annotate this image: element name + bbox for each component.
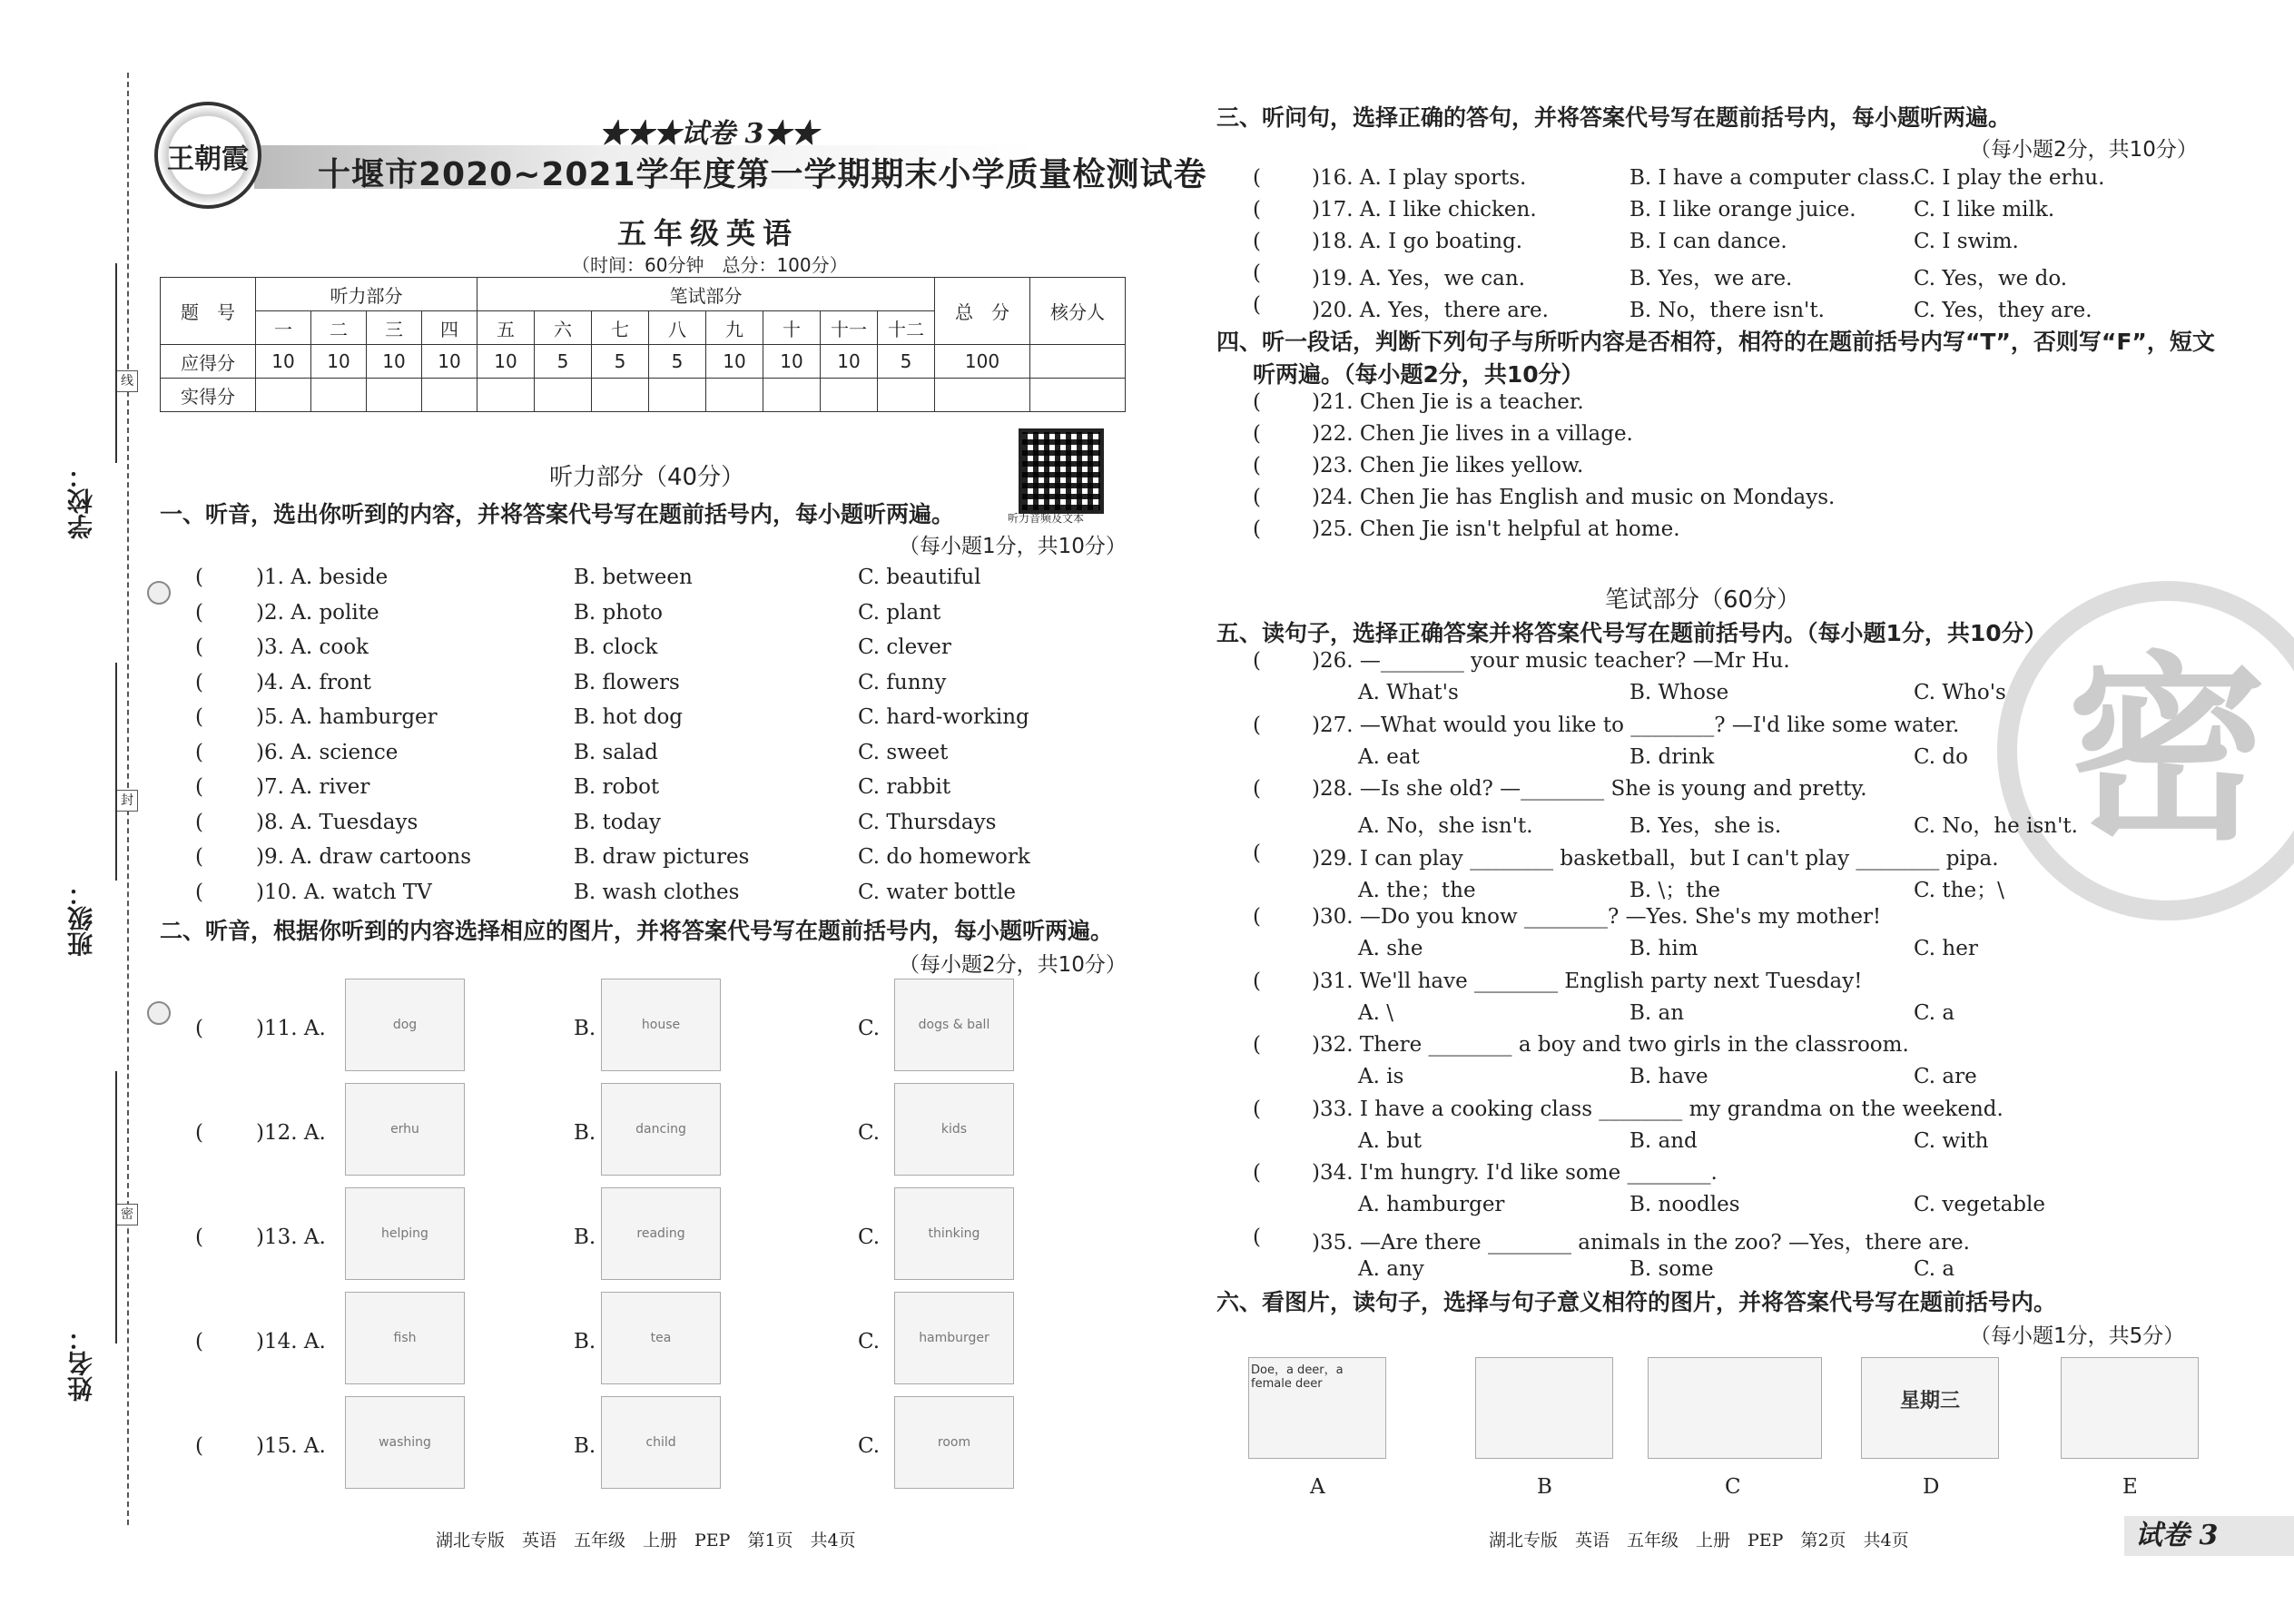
option-a: )9. A. draw cartoons bbox=[256, 845, 472, 869]
section-4-head-2: 听两遍。（每小题2分，共10分） bbox=[1253, 361, 1584, 388]
answer-paren[interactable]: ( bbox=[1253, 1225, 1261, 1249]
table-cell-score: 10 bbox=[821, 345, 878, 379]
option-a: )2. A. polite bbox=[256, 600, 379, 625]
table-cell-score: 10 bbox=[763, 345, 821, 379]
answer-paren[interactable]: ( bbox=[195, 845, 203, 869]
bind-tag-secret: 密 bbox=[116, 1204, 138, 1225]
option-a: A. any bbox=[1358, 1256, 1424, 1281]
picture-option[interactable]: tea bbox=[601, 1292, 721, 1384]
table-cell-score: 10 bbox=[422, 345, 478, 379]
option-c: C. Who's bbox=[1914, 681, 2006, 704]
table-cell-score: 5 bbox=[592, 345, 649, 379]
option-c: C. I swim. bbox=[1914, 230, 2019, 253]
option-a: A. No，she isn't. bbox=[1358, 814, 1533, 838]
section-5-head: 五、读句子，选择正确答案并将答案代号写在题前括号内。（每小题1分，共10分） bbox=[1216, 620, 2047, 646]
statement: )25. Chen Jie isn't helpful at home. bbox=[1312, 517, 1680, 541]
option-c: C. are bbox=[1914, 1065, 1977, 1088]
answer-paren[interactable]: ( bbox=[1253, 1097, 1261, 1121]
hole-icon bbox=[147, 581, 171, 605]
option-b: B. \；the bbox=[1629, 878, 1720, 902]
picture-option[interactable]: helping bbox=[345, 1187, 465, 1280]
table-cell-blank[interactable] bbox=[422, 379, 478, 412]
paper-tag: ★★★试卷 3★★ bbox=[599, 118, 819, 150]
question-text: )28. —Is she old? —________ She is young and pretty. bbox=[1312, 777, 1867, 801]
answer-paren[interactable]: ( bbox=[195, 740, 203, 764]
option-b: B. bbox=[574, 1225, 596, 1249]
table-cell-blank[interactable] bbox=[763, 379, 821, 412]
option-a: )5. A. hamburger bbox=[256, 705, 438, 729]
answer-paren[interactable]: ( bbox=[1253, 230, 1261, 253]
answer-paren[interactable]: ( bbox=[195, 1434, 203, 1458]
picture-label: E bbox=[2122, 1475, 2138, 1499]
option-c: C. water bottle bbox=[858, 880, 1016, 904]
table-cell-blank[interactable] bbox=[367, 379, 422, 412]
option-a: )6. A. science bbox=[256, 740, 399, 764]
picture-label: A bbox=[1310, 1475, 1325, 1499]
option-b: B. have bbox=[1629, 1065, 1708, 1088]
bind-tag-line: 线 bbox=[116, 370, 138, 392]
picture-label: B bbox=[1537, 1475, 1552, 1499]
picture-option[interactable]: hamburger bbox=[894, 1292, 1014, 1384]
time-info: （时间：60分钟 总分：100分） bbox=[572, 254, 848, 276]
table-cell-checker[interactable] bbox=[1030, 379, 1126, 412]
picture-option[interactable] bbox=[1475, 1357, 1613, 1459]
option-c: C. hard-working bbox=[858, 705, 1029, 729]
option-a: A. the；the bbox=[1358, 878, 1476, 902]
option-b: B. Yes，we are. bbox=[1629, 267, 1793, 290]
answer-paren[interactable]: ( bbox=[195, 670, 203, 694]
answer-paren[interactable]: ( bbox=[1253, 1033, 1261, 1057]
calendar-text: 星期三 bbox=[1899, 1390, 1960, 1412]
option-b: B. hot dog bbox=[574, 705, 684, 729]
picture-label: D bbox=[1923, 1475, 1940, 1499]
option-c: C. I play the erhu. bbox=[1914, 166, 2105, 190]
question-text: )30. —Do you know ________? —Yes. She's my mother! bbox=[1312, 905, 1882, 929]
table-row bbox=[161, 379, 1126, 412]
table-cell-blank[interactable] bbox=[706, 379, 763, 412]
option-b: B. bbox=[574, 1434, 596, 1458]
option-b: B. flowers bbox=[574, 670, 680, 694]
option-c: C. Yes，they are. bbox=[1914, 299, 2092, 322]
answer-paren[interactable]: ( bbox=[1253, 1161, 1261, 1185]
section-6-head: 六、看图片，读句子，选择与句子意义相符的图片，并将答案代号写在题前括号内。 bbox=[1216, 1289, 2057, 1315]
table-cell-score: 5 bbox=[535, 345, 592, 379]
footer-left: 湖北专版 英语 五年级 上册 PEP 第1页 共4页 bbox=[436, 1530, 856, 1550]
picture-option[interactable]: house bbox=[601, 979, 721, 1071]
section-6-points: （每小题1分，共5分） bbox=[1970, 1324, 2185, 1348]
answer-paren[interactable]: ( bbox=[195, 775, 203, 799]
option-c: C. do bbox=[1914, 744, 1968, 769]
option-b: B. photo bbox=[574, 600, 663, 625]
question-text: )27. —What would you like to ________? —I'd like some water. bbox=[1312, 713, 1960, 737]
table-cell-score: 10 bbox=[706, 345, 763, 379]
option-c: C. vegetable bbox=[1914, 1193, 2045, 1216]
question-text: )29. I can play ________ basketball，but I can't play ________ pipa. bbox=[1312, 846, 1999, 871]
section-3-head: 三、听问句，选择正确的答句，并将答案代号写在题前括号内，每小题听两遍。 bbox=[1216, 104, 2012, 131]
option-b: B. drink bbox=[1629, 744, 1715, 769]
option-a: A. What's bbox=[1358, 681, 1459, 704]
option-a: )8. A. Tuesdays bbox=[256, 810, 418, 834]
option-b: B. bbox=[574, 1121, 596, 1145]
option-a: A. \ bbox=[1358, 1000, 1393, 1025]
picture-option[interactable]: erhu bbox=[345, 1083, 465, 1176]
table-cell-score: 5 bbox=[878, 345, 935, 379]
table-cell-checker[interactable] bbox=[1030, 345, 1126, 379]
section-2-points: （每小题2分，共10分） bbox=[899, 953, 1127, 977]
brand-logo bbox=[154, 102, 261, 209]
picture-caption: Doe，a deer，a female deer bbox=[1251, 1363, 1344, 1391]
answer-paren[interactable]: ( bbox=[195, 600, 203, 625]
option-c: C. bbox=[858, 1121, 881, 1145]
option-b: B. salad bbox=[574, 740, 658, 764]
option-a: )7. A. river bbox=[256, 775, 370, 799]
table-cell-total: 100 bbox=[935, 345, 1030, 379]
option-b: B. him bbox=[1629, 937, 1698, 960]
table-cell-blank[interactable] bbox=[256, 379, 311, 412]
table-col-number: 二 bbox=[311, 311, 367, 345]
table-cell-blank[interactable] bbox=[478, 379, 535, 412]
name-label: 姓名： bbox=[66, 1325, 96, 1402]
option-a: )1. A. beside bbox=[256, 566, 389, 589]
picture-option[interactable]: dancing bbox=[601, 1083, 721, 1176]
answer-paren[interactable]: ( bbox=[1253, 969, 1261, 993]
answer-paren[interactable]: ( bbox=[1253, 713, 1261, 737]
table-cell-blank[interactable] bbox=[878, 379, 935, 412]
statement: )23. Chen Jie likes yellow. bbox=[1312, 454, 1584, 477]
table-cell-blank[interactable] bbox=[311, 379, 367, 412]
picture-option[interactable]: child bbox=[601, 1396, 721, 1489]
option-b: B. bbox=[574, 1330, 596, 1353]
option-b: B. between bbox=[574, 566, 693, 589]
answer-paren[interactable]: ( bbox=[1253, 390, 1261, 414]
actual-label: 实得分 bbox=[161, 379, 256, 412]
table-header-listening: 听力部分 bbox=[256, 278, 478, 311]
option-c: C. bbox=[858, 1225, 881, 1249]
answer-paren[interactable]: ( bbox=[195, 1121, 203, 1145]
question-text: )32. There ________ a boy and two girls in the classroom. bbox=[1312, 1033, 1909, 1057]
question-text: )33. I have a cooking class ________ my grandma on the weekend. bbox=[1312, 1097, 2004, 1121]
option-a: )18. A. I go boating. bbox=[1312, 230, 1523, 253]
hole-icon bbox=[147, 1001, 171, 1025]
option-c: C. Thursdays bbox=[858, 810, 997, 834]
section-3-points: （每小题2分，共10分） bbox=[1970, 138, 2198, 162]
option-a: )12. A. bbox=[256, 1121, 326, 1145]
option-a: A. hamburger bbox=[1358, 1193, 1505, 1216]
picture-option[interactable] bbox=[2061, 1357, 2199, 1459]
option-a: )16. A. I play sports. bbox=[1312, 166, 1527, 190]
section-1-points: （每小题1分，共10分） bbox=[899, 535, 1127, 558]
option-a: )11. A. bbox=[256, 1017, 326, 1040]
table-col-number: 一 bbox=[256, 311, 311, 345]
table-col-number: 九 bbox=[706, 311, 763, 345]
writing-title: 笔试部分（60分） bbox=[1605, 586, 1801, 614]
option-b: B. bbox=[574, 1017, 596, 1040]
answer-paren[interactable]: ( bbox=[1253, 486, 1261, 509]
table-col-number: 十二 bbox=[878, 311, 935, 345]
question-text: )26. —________ your music teacher? —Mr Hu. bbox=[1312, 649, 1790, 673]
logo-text: 王朝霞 bbox=[167, 143, 249, 175]
option-b: B. some bbox=[1629, 1256, 1714, 1281]
table-cell-score: 10 bbox=[256, 345, 311, 379]
answer-paren[interactable]: ( bbox=[195, 705, 203, 729]
option-c: C. a bbox=[1914, 1256, 1955, 1281]
option-b: B. and bbox=[1629, 1128, 1698, 1153]
option-c: C. funny bbox=[858, 670, 947, 694]
option-c: C. do homework bbox=[858, 845, 1030, 869]
option-b: B. an bbox=[1629, 1000, 1685, 1025]
table-cell-blank[interactable] bbox=[649, 379, 706, 412]
footer-right: 湖北专版 英语 五年级 上册 PEP 第2页 共4页 bbox=[1489, 1530, 1909, 1550]
answer-paren[interactable]: ( bbox=[1253, 905, 1261, 929]
statement: )21. Chen Jie is a teacher. bbox=[1312, 390, 1584, 414]
option-b: B. today bbox=[574, 810, 662, 834]
answer-paren[interactable]: ( bbox=[1253, 777, 1261, 801]
table-col-number: 十一 bbox=[821, 311, 878, 345]
school-blank[interactable] bbox=[115, 263, 117, 463]
option-c: C. No，he isn't. bbox=[1914, 814, 2078, 838]
table-col-number: 八 bbox=[649, 311, 706, 345]
table-col-number: 三 bbox=[367, 311, 422, 345]
qr-caption: 听力音频及文本 bbox=[1008, 512, 1085, 525]
question-text: )31. We'll have ________ English party next Tuesday! bbox=[1312, 969, 1863, 993]
class-label: 班级： bbox=[66, 881, 96, 957]
option-c: C. beautiful bbox=[858, 566, 981, 589]
option-c: C. I like milk. bbox=[1914, 198, 2055, 221]
answer-paren[interactable]: ( bbox=[195, 810, 203, 834]
option-c: C. Yes，we do. bbox=[1914, 267, 2068, 290]
option-b: B. I can dance. bbox=[1629, 230, 1787, 253]
picture-option[interactable]: reading bbox=[601, 1187, 721, 1280]
option-a: )20. A. Yes，there are. bbox=[1312, 299, 1549, 322]
option-b: B. I have a computer class. bbox=[1629, 166, 1916, 190]
table-header-total: 总 分 bbox=[935, 278, 1030, 345]
option-a: )19. A. Yes，we can. bbox=[1312, 267, 1526, 290]
option-a: )10. A. watch TV bbox=[256, 880, 432, 904]
option-b: B. Whose bbox=[1629, 681, 1729, 704]
school-label: 学校： bbox=[66, 463, 96, 539]
score-table bbox=[160, 277, 1126, 412]
paper-badge: 试卷 3 bbox=[2124, 1516, 2294, 1556]
table-cell-score: 10 bbox=[478, 345, 535, 379]
answer-paren[interactable]: ( bbox=[1253, 422, 1261, 446]
qr-code[interactable] bbox=[1019, 428, 1104, 514]
answer-paren[interactable]: ( bbox=[195, 635, 203, 659]
table-cell-score: 10 bbox=[367, 345, 422, 379]
table-cell-blank[interactable] bbox=[821, 379, 878, 412]
answer-paren[interactable]: ( bbox=[1253, 166, 1261, 190]
option-b: B. clock bbox=[574, 635, 658, 659]
option-b: B. wash clothes bbox=[574, 880, 740, 904]
answer-paren[interactable]: ( bbox=[1253, 649, 1261, 673]
table-col-number: 七 bbox=[592, 311, 649, 345]
answer-paren[interactable]: ( bbox=[1253, 293, 1261, 317]
table-header-question: 题 号 bbox=[161, 278, 256, 345]
picture-option[interactable]: thinking bbox=[894, 1187, 1014, 1280]
option-c: C. clever bbox=[858, 635, 951, 659]
should-label: 应得分 bbox=[161, 345, 256, 379]
option-c: C. sweet bbox=[858, 740, 949, 764]
picture-option[interactable]: kids bbox=[894, 1083, 1014, 1176]
table-header-checker: 核分人 bbox=[1030, 278, 1126, 345]
option-a: A. but bbox=[1358, 1128, 1423, 1153]
answer-paren[interactable]: ( bbox=[195, 880, 203, 904]
answer-paren[interactable]: ( bbox=[195, 566, 203, 589]
answer-paren[interactable]: ( bbox=[1253, 841, 1261, 865]
table-cell-score: 5 bbox=[649, 345, 706, 379]
picture-label: C bbox=[1725, 1475, 1741, 1499]
answer-paren[interactable]: ( bbox=[1253, 261, 1261, 285]
option-a: )14. A. bbox=[256, 1330, 326, 1353]
picture-option[interactable]: dog bbox=[345, 979, 465, 1071]
bind-tag-seal: 封 bbox=[116, 790, 138, 812]
secret-seal-watermark: 密 bbox=[1997, 581, 2294, 920]
name-blank[interactable] bbox=[115, 1071, 117, 1343]
option-a: A. eat bbox=[1358, 744, 1420, 769]
option-b: B. No，there isn't. bbox=[1629, 299, 1825, 322]
option-a: A. she bbox=[1358, 937, 1423, 960]
table-row bbox=[161, 345, 1126, 379]
subject-title: 五年级英语 bbox=[617, 216, 800, 251]
table-col-number: 六 bbox=[535, 311, 592, 345]
picture-option[interactable]: washing bbox=[345, 1396, 465, 1489]
statement: )22. Chen Jie lives in a village. bbox=[1312, 422, 1633, 446]
option-c: C. a bbox=[1914, 1000, 1955, 1025]
table-col-number: 十 bbox=[763, 311, 821, 345]
listening-title: 听力部分（40分） bbox=[549, 464, 745, 491]
section-1-head: 一、听音，选出你听到的内容，并将答案代号写在题前括号内，每小题听两遍。 bbox=[160, 501, 955, 527]
answer-paren[interactable]: ( bbox=[195, 1017, 203, 1040]
answer-paren[interactable]: ( bbox=[1253, 454, 1261, 477]
picture-option[interactable]: room bbox=[894, 1396, 1014, 1489]
option-a: A. is bbox=[1358, 1065, 1404, 1088]
table-col-number: 五 bbox=[478, 311, 535, 345]
option-c: C. bbox=[858, 1330, 881, 1353]
picture-option[interactable] bbox=[1861, 1357, 1999, 1459]
table-cell-score: 10 bbox=[311, 345, 367, 379]
option-b: B. Yes，she is. bbox=[1629, 814, 1782, 838]
binding-column bbox=[36, 64, 145, 1534]
option-c: C. the；\ bbox=[1914, 878, 2004, 902]
answer-paren[interactable]: ( bbox=[1253, 517, 1261, 541]
answer-paren[interactable]: ( bbox=[195, 1330, 203, 1353]
page-title: 十堰市2020~2021学年度第一学期期末小学质量检测试卷 bbox=[318, 156, 1207, 193]
option-c: C. bbox=[858, 1017, 881, 1040]
option-a: )13. A. bbox=[256, 1225, 326, 1249]
option-c: C. plant bbox=[858, 600, 941, 625]
option-b: B. draw pictures bbox=[574, 845, 750, 869]
option-b: B. robot bbox=[574, 775, 660, 799]
table-cell-blank[interactable] bbox=[535, 379, 592, 412]
option-c: C. with bbox=[1914, 1128, 1989, 1153]
table-header-writing: 笔试部分 bbox=[478, 278, 935, 311]
option-a: )17. A. I like chicken. bbox=[1312, 198, 1537, 221]
question-text: )35. —Are there ________ animals in the zoo? —Yes，there are. bbox=[1312, 1230, 1970, 1255]
picture-option[interactable] bbox=[1648, 1357, 1822, 1459]
option-c: C. rabbit bbox=[858, 775, 951, 799]
option-c: C. bbox=[858, 1434, 881, 1458]
question-text: )34. I'm hungry. I'd like some ________. bbox=[1312, 1161, 1718, 1185]
table-cell-blank[interactable] bbox=[935, 379, 1030, 412]
class-blank[interactable] bbox=[115, 663, 117, 881]
answer-paren[interactable]: ( bbox=[1253, 198, 1261, 221]
option-a: )4. A. front bbox=[256, 670, 371, 694]
table-col-number: 四 bbox=[422, 311, 478, 345]
statement: )24. Chen Jie has English and music on Mondays. bbox=[1312, 486, 1836, 509]
option-a: )15. A. bbox=[256, 1434, 326, 1458]
picture-option[interactable] bbox=[1248, 1357, 1386, 1459]
section-2-head: 二、听音，根据你听到的内容选择相应的图片，并将答案代号写在题前括号内，每小题听两遍。 bbox=[160, 918, 1114, 944]
section-4-head: 四、听一段话，判断下列句子与所听内容是否相符，相符的在题前括号内写“T”，否则写“F”，短文 bbox=[1216, 329, 2215, 355]
option-b: B. I like orange juice. bbox=[1629, 198, 1856, 221]
option-a: )3. A. cook bbox=[256, 635, 369, 659]
option-b: B. noodles bbox=[1629, 1193, 1740, 1216]
option-c: C. her bbox=[1914, 937, 1978, 960]
picture-option[interactable]: dogs & ball bbox=[894, 979, 1014, 1071]
table-cell-blank[interactable] bbox=[592, 379, 649, 412]
answer-paren[interactable]: ( bbox=[195, 1225, 203, 1249]
picture-option[interactable]: fish bbox=[345, 1292, 465, 1384]
